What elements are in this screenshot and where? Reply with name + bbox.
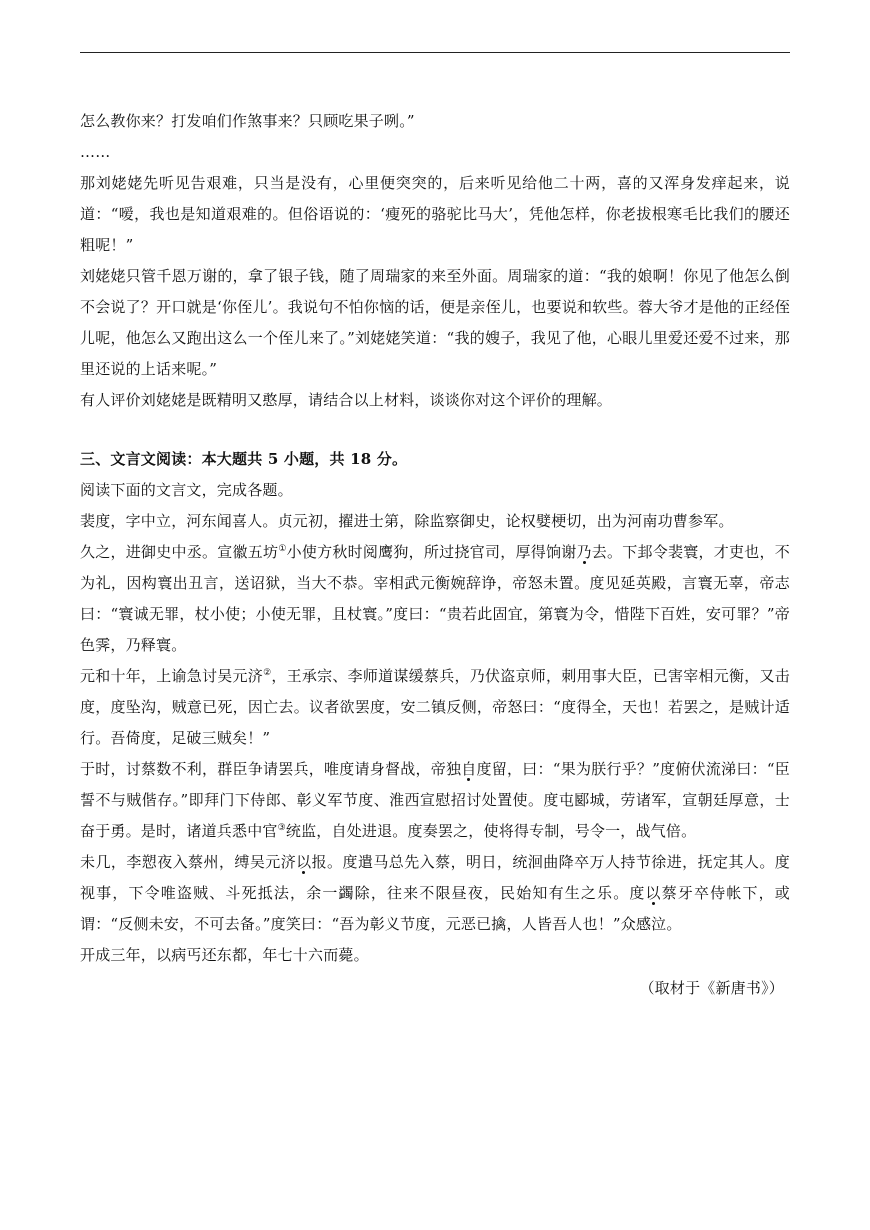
reading-question: 有人评价刘姥姥是既精明又憨厚，请结合以上材料，谈谈你对这个评价的理解。 — [80, 391, 613, 409]
classical-paragraph-3-part-b: ，王承宗、李师道谋缓蔡兵，乃伏盗京师，刺用事大臣，已害宰相元衡，又击度，度坠沟，贼意已死，因亡去。议者欲罢度，安二镇反侧，帝怒曰：“度得全，天也！若罢之，是贼计适行。吾倚度，足破三贼矣！” — [80, 667, 790, 747]
reading-paragraph-2: 那刘姥姥先听见告艰难，只当是没有，心里便突突的，后来听见给他二十两，喜的又浑身发痒起来，说道：“嗳，我也是知道艰难的。但俗语说的：‘瘦死的骆驼比马大’，凭他怎样，你老拔根寒毛比我们的腰还粗呢！” — [80, 174, 790, 254]
document-body — [80, 106, 790, 1004]
source-citation: （取材于《新唐书》） — [639, 979, 784, 997]
classical-paragraph-3-part-a: 元和十年，上谕急讨吴元济 — [80, 667, 264, 685]
reading-paragraph-1: 怎么教你来？打发咱们作煞事来？只顾吃果子咧。” — [80, 112, 415, 130]
section-3-heading: 三、文言文阅读：本大题共 5 小题，共 18 分。 — [80, 450, 408, 468]
reading-ellipsis: …… — [80, 143, 111, 161]
classical-paragraph-4 — [80, 754, 790, 847]
emphasis-dot-char: 乃 — [576, 543, 592, 561]
classical-paragraph-5-part-b: 报。度遣马总先入蔡，明日，统洄曲降卒万人持节徐进，抚定其人。度视事，下令唯盗贼、斗死抵法，余一蠲除，往来不限昼夜，民始知有生之乐。度 — [80, 853, 790, 902]
classical-paragraph-6: 开成三年，以病丐还东都，年七十六而薨。 — [80, 946, 369, 964]
section-spacer — [80, 416, 790, 444]
footnote-marker-3: ③ — [277, 823, 286, 833]
header-rule — [80, 52, 790, 53]
emphasis-dot-char: 自 — [461, 760, 477, 778]
classical-paragraph-4-part-a: 于时，讨蔡数不利，群臣争请罢兵，唯度请身督战，帝独 — [80, 760, 462, 778]
classical-paragraph-5 — [80, 847, 790, 940]
classical-paragraph-4-part-c: 统监，自处进退。度奏罢之，使将得专制，号令一，战气倍。 — [285, 822, 697, 840]
classical-paragraph-2-part-c: 去。下邽令裴寰，才吏也，不为礼，因构寰出丑言，送诏狱，当大不恭。宰相武元衡婉辞诤，帝怒未置。度见延英殿，言寰无辜，帝志曰：“寰诚无罪，杖小使；小使无罪，且杖寰。”度曰：“贵若此固宜，第寰为令，惜陛下百姓，安可罪？”帝色霁，乃释寰。 — [80, 543, 790, 654]
reading-paragraph-3: 刘姥姥只管千恩万谢的，拿了银子钱，随了周瑞家的来至外面。周瑞家的道：“我的娘啊！你见了他怎么倒不会说了？开口就是‘你侄儿’。我说句不怕你恼的话，便是亲侄儿，也要说和软些。蓉大爷才是他的正经侄儿呢，他怎么又跑出这么一个侄儿来了。”刘姥姥笑道：“我的嫂子，我见了他，心眼儿里爱还爱不过来，那里还说的上话来呢。” — [80, 267, 790, 378]
emphasis-dot-char: 以 — [296, 853, 312, 871]
classical-paragraph-5-part-a: 未几，李愬夜入蔡州，缚吴元济 — [80, 853, 297, 871]
classical-paragraph-1: 裴度，字中立，河东闻喜人。贞元初，擢进士第，除监察御史，论权嬖梗切，出为河南功曹参军。 — [80, 512, 734, 530]
section-3-instruction: 阅读下面的文言文，完成各题。 — [80, 481, 293, 499]
footnote-marker-1: ① — [278, 544, 287, 554]
classical-paragraph-4-part-b: 度留，曰：“果为朕行乎？”度俯伏流涕曰：“臣誓不与贼偕存。”即拜门下侍郎、彰义军节度、淮西宣慰招讨处置使。度屯郾城，劳诸军，宣朝廷厚意，士奋于勇。是时，诸道兵悉中官 — [80, 760, 790, 840]
classical-paragraph-2-part-b: 小使方秋时阅鹰狗，所过挠官司，厚得饷谢 — [286, 543, 577, 561]
emphasis-dot-char: 以 — [645, 884, 662, 902]
classical-paragraph-2 — [80, 537, 790, 661]
classical-paragraph-5-part-c: 蔡牙卒侍帐下，或谓：“反侧未安，不可去备。”度笑曰：“吾为彰义节度，元恶已擒，人皆吾人也！”众感泣。 — [80, 884, 790, 933]
classical-paragraph-2-part-a: 久之，进御史中丞。宣徽五坊 — [80, 543, 279, 561]
classical-paragraph-3 — [80, 661, 790, 754]
footnote-marker-2: ② — [263, 668, 272, 678]
